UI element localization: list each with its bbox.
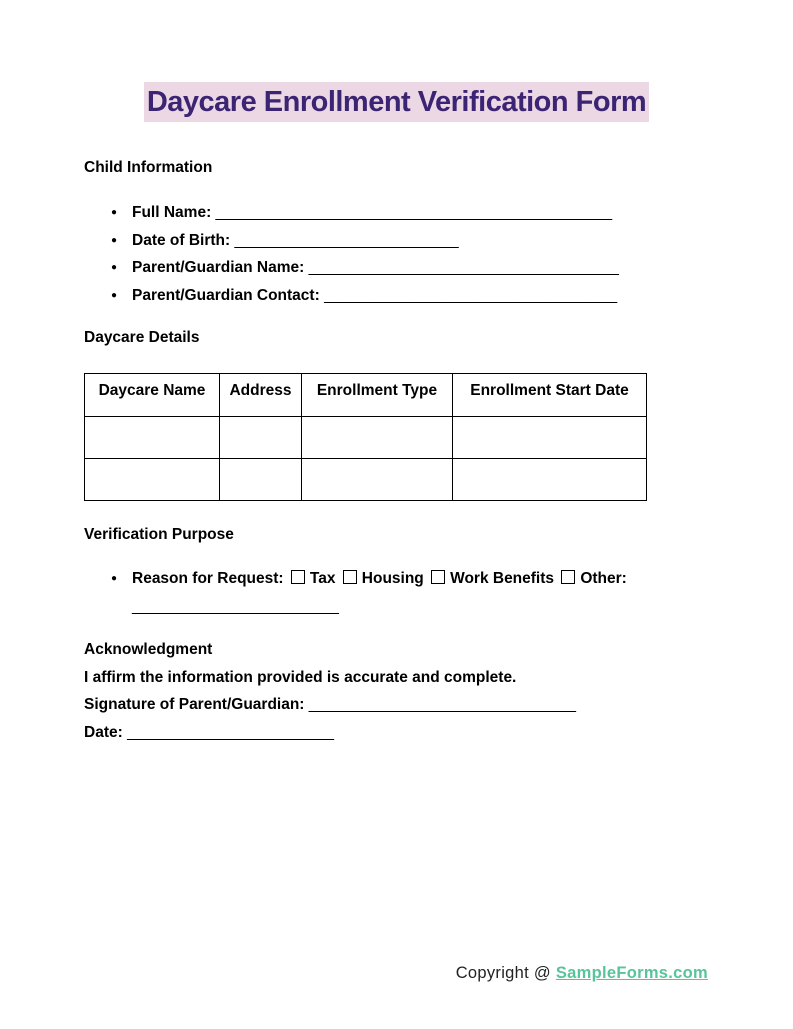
table-cell-enrollment-type-1[interactable] [302, 417, 453, 459]
checkbox-label-housing: Housing [361, 570, 424, 587]
bullet-icon: ● [111, 207, 118, 218]
sampleforms-link[interactable]: SampleForms.com [555, 964, 708, 982]
table-header-address: Address [220, 374, 302, 417]
blank-line-parent-guardian-name: ____________________________________ [308, 259, 619, 276]
checkbox-housing[interactable] [343, 570, 357, 584]
field-label: Date of Birth: [132, 231, 231, 249]
page-title: Daycare Enrollment Verification Form [144, 82, 649, 122]
section-heading-daycare-details: Daycare Details [84, 329, 200, 346]
form-field-parent-guardian-contact [84, 282, 709, 310]
form-field-reason-for-request [84, 565, 709, 620]
checkbox-other[interactable] [561, 570, 575, 584]
checkbox-work-benefits[interactable] [431, 570, 445, 584]
table-row [85, 459, 647, 501]
affirmation-text: I affirm the information provided is accurate and complete. [84, 668, 517, 686]
field-label-date: Date: [84, 723, 123, 741]
table-header-enrollment-type: Enrollment Type [302, 374, 453, 417]
bullet-icon: ● [111, 289, 118, 301]
signature-row [84, 691, 709, 719]
table-cell-start-date-2[interactable] [453, 459, 647, 501]
bullet-icon: ● [111, 573, 118, 584]
table-cell-start-date-1[interactable] [453, 417, 647, 459]
checkbox-label-work-benefits: Work Benefits [450, 570, 555, 587]
field-label: Parent/Guardian Contact: [132, 286, 320, 304]
field-label: Parent/Guardian Name: [132, 259, 305, 276]
acknowledgment-section [84, 636, 709, 746]
blank-line-date-of-birth: __________________________ [234, 231, 459, 249]
bullet-icon: ● [111, 234, 118, 246]
blank-line-parent-guardian-contact: __________________________________ [324, 286, 618, 304]
table-header-daycare-name: Daycare Name [85, 374, 220, 417]
form-field-parent-guardian-name [84, 254, 709, 282]
blank-line-full-name: ______________________________________________ [215, 204, 613, 221]
section-heading-acknowledgment: Acknowledgment [84, 641, 213, 658]
daycare-details-table [84, 373, 647, 501]
field-label: Full Name: [132, 204, 212, 221]
section-heading-child-information: Child Information [84, 159, 213, 176]
blank-line-date: ________________________ [127, 723, 334, 741]
table-cell-enrollment-type-2[interactable] [302, 459, 453, 501]
form-field-full-name [84, 199, 709, 227]
table-cell-daycare-name-1[interactable] [85, 417, 220, 459]
copyright-text: Copyright @ [455, 964, 551, 982]
blank-line-other: ________________________ [132, 597, 339, 615]
table-header-row [85, 374, 647, 417]
blank-line-signature: _______________________________ [308, 696, 577, 713]
table-cell-daycare-name-2[interactable] [85, 459, 220, 501]
section-heading-verification-purpose: Verification Purpose [84, 526, 234, 543]
title-row [84, 84, 709, 125]
footer [456, 964, 708, 983]
table-header-enrollment-start-date: Enrollment Start Date [453, 374, 647, 417]
checkbox-label-other: Other: [580, 570, 627, 587]
field-label-signature: Signature of Parent/Guardian: [84, 696, 305, 713]
verification-purpose-list [84, 565, 709, 620]
date-row [84, 719, 709, 747]
form-field-date-of-birth [84, 227, 709, 255]
child-information-list [84, 199, 709, 309]
checkbox-label-tax: Tax [309, 570, 336, 587]
table-row [85, 417, 647, 459]
table-cell-address-2[interactable] [220, 459, 302, 501]
table-cell-address-1[interactable] [220, 417, 302, 459]
checkbox-tax[interactable] [291, 570, 305, 584]
field-label: Reason for Request: [132, 570, 284, 587]
bullet-icon: ● [111, 262, 118, 273]
